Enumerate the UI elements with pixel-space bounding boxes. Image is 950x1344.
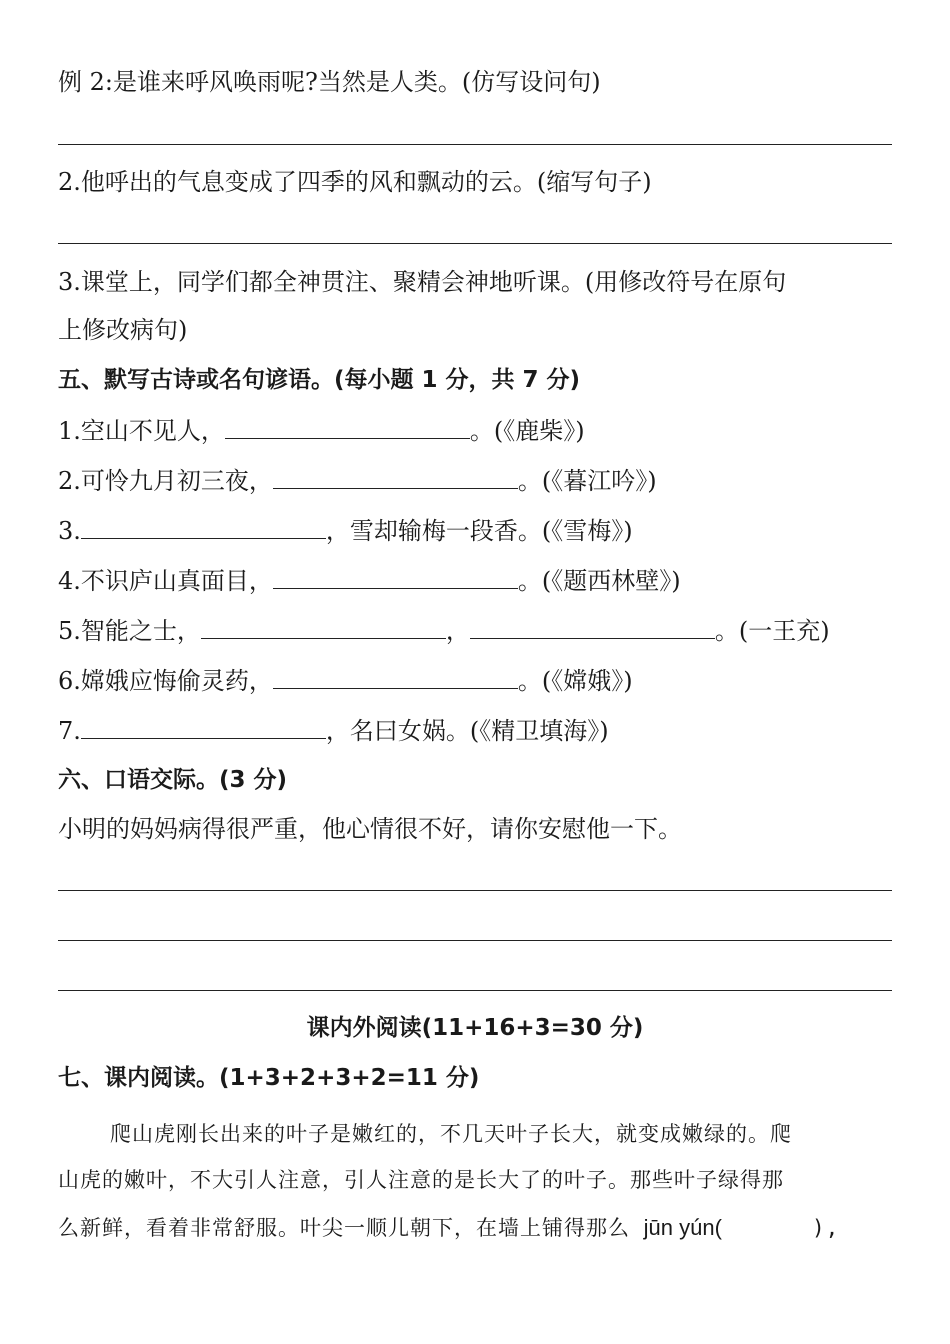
q4-item-3-line1: 3.课堂上，同学们都全神贯注、聚精会神地听课。(用修改符号在原句 xyxy=(58,268,787,296)
poem-item-text: 1.空山不见人， xyxy=(58,417,225,445)
poem-item-source: ，名曰女娲。(《精卫填海》) xyxy=(325,717,609,745)
poem-item-sep: ， xyxy=(445,617,470,645)
answer-blank[interactable] xyxy=(81,514,326,539)
section-6-heading: 六、口语交际。(3 分) xyxy=(58,767,288,793)
answer-blank[interactable] xyxy=(273,564,518,589)
poem-item-source: 。(《题西林壁》) xyxy=(517,567,681,595)
poem-item-source: 。(《暮江吟》) xyxy=(517,467,657,495)
section-7-heading: 七、课内阅读。(1+3+2+3+2=11 分) xyxy=(58,1065,480,1091)
passage-line-2: 山虎的嫩叶，不大引人注意，引人注意的是长大了的叶子。那些叶子绿得那 xyxy=(58,1168,784,1192)
poem-item-text: 5.智能之士， xyxy=(58,617,201,645)
poem-item-text: 2.可怜九月初三夜， xyxy=(58,467,273,495)
reading-section-title: 课内外阅读(11+16+3=30 分) xyxy=(306,1015,644,1041)
answer-line[interactable] xyxy=(58,890,892,891)
oral-prompt: 小明的妈妈病得很严重，他心情很不好，请你安慰他一下。 xyxy=(58,815,682,843)
passage-line-1: 爬山虎刚长出来的叶子是嫩红的，不几天叶子长大，就变成嫩绿的。爬 xyxy=(110,1122,792,1146)
answer-line[interactable] xyxy=(58,990,892,991)
answer-line[interactable] xyxy=(58,144,892,145)
poem-item-source: 。(《鹿柴》) xyxy=(469,417,585,445)
answer-blank[interactable] xyxy=(81,714,326,739)
poem-item-source: 。(一王充) xyxy=(714,617,830,645)
example-2-text: 例 2:是谁来呼风唤雨呢?当然是人类。(仿写设问句) xyxy=(58,68,601,96)
section-5-heading: 五、默写古诗或名句谚语。(每小题 1 分，共 7 分) xyxy=(58,367,581,393)
poem-item-3 xyxy=(58,514,633,547)
answer-blank[interactable] xyxy=(273,464,518,489)
poem-item-5 xyxy=(58,614,830,647)
poem-item-7 xyxy=(58,714,609,747)
answer-blank[interactable] xyxy=(201,614,446,639)
answer-blank[interactable] xyxy=(273,664,518,689)
poem-item-text: 6.嫦娥应悔偷灵药， xyxy=(58,667,273,695)
poem-item-text: 4.不识庐山真面目， xyxy=(58,567,273,595)
passage-line-3 xyxy=(58,1212,892,1244)
answer-blank[interactable] xyxy=(225,414,470,439)
passage-text: 么新鲜，看着非常舒服。叶尖一顺儿朝下，在墙上铺得那么 xyxy=(58,1216,630,1240)
poem-item-4 xyxy=(58,564,681,597)
answer-blank[interactable] xyxy=(470,614,715,639)
passage-closing: ), xyxy=(811,1216,840,1240)
q4-item-3-line2: 上修改病句) xyxy=(58,316,188,344)
poem-item-source: 。(《嫦娥》) xyxy=(517,667,633,695)
poem-item-text: 7. xyxy=(58,717,81,745)
poem-item-text: 3. xyxy=(58,517,81,545)
answer-line[interactable] xyxy=(58,940,892,941)
poem-item-2 xyxy=(58,464,657,497)
q4-item-2: 2.他呼出的气息变成了四季的风和飘动的云。(缩写句子) xyxy=(58,168,652,196)
poem-item-1 xyxy=(58,414,585,447)
answer-line[interactable] xyxy=(58,243,892,244)
pinyin-prompt: jūn yún( xyxy=(643,1215,722,1240)
poem-item-6 xyxy=(58,664,633,697)
poem-item-source: ，雪却输梅一段香。(《雪梅》) xyxy=(325,517,633,545)
